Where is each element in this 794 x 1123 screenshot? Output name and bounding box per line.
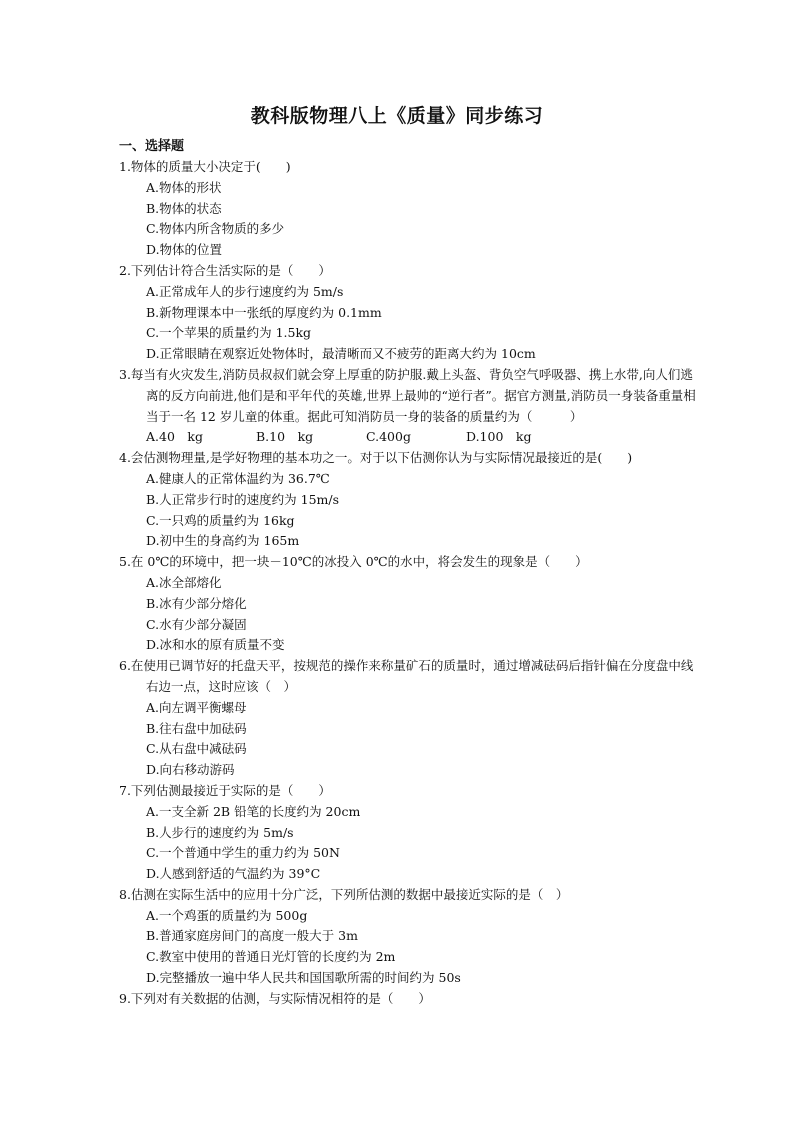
question-2-option-c: C.一个苹果的质量约为 1.5kg bbox=[146, 325, 312, 341]
question-3-options bbox=[119, 427, 705, 448]
question-3-option-c: C.400g bbox=[366, 429, 411, 445]
question-2-option-a: A.正常成年人的步行速度约为 5m/s bbox=[146, 283, 344, 299]
question-2-stem: 2.下列估计符合生活实际的是（ ） bbox=[119, 262, 331, 278]
question-5-option-c: C.水有少部分凝固 bbox=[146, 616, 247, 632]
question-4-stem: 4.会估测物理量,是学好物理的基本功之一。对于以下估测你认为与实际情况最接近的是( ) bbox=[119, 450, 633, 466]
question-6-option-d: D.向右移动游码 bbox=[146, 762, 235, 778]
question-9-stem: 9.下列对有关数据的估测，与实际情况相符的是（ ） bbox=[119, 990, 431, 1006]
question-6-stem: 6.在使用已调节好的托盘天平，按规范的操作来称量矿石的质量时，通过增减砝码后指针偏在分度盘中线右边一点，这时应该（ ） bbox=[119, 658, 694, 694]
question-4-option-c: C.一只鸡的质量约为 16kg bbox=[146, 512, 295, 528]
question-3-option-b: B.10 kg bbox=[256, 429, 314, 445]
question-1-stem: 1.物体的质量大小决定于( ) bbox=[119, 159, 291, 174]
question-7-option-c: C.一个普通中学生的重力约为 50N bbox=[146, 845, 340, 861]
question-4-option-d: D.初中生的身高约为 165m bbox=[146, 533, 300, 549]
question-3-option-d: D.100 kg bbox=[466, 429, 532, 445]
question-6-option-b: B.往右盘中加砝码 bbox=[146, 720, 247, 736]
question-8-option-b: B.普通家庭房间门的高度一般大于 3m bbox=[146, 928, 358, 944]
section-heading: 一、选择题 bbox=[119, 139, 185, 154]
question-7-stem: 7.下列估测最接近于实际的是（ ） bbox=[119, 782, 331, 798]
question-list bbox=[119, 137, 705, 1010]
question-2-option-b: B.新物理课本中一张纸的厚度约为 0.1mm bbox=[146, 304, 382, 320]
question-3-stem: 3.每当有火灾发生,消防员叔叔们就会穿上厚重的防护服.戴上头盔、背负空气呼吸器、携上水带,向人们逃离的反方向前进,他们是和平年代的英雄,世界上最帅的“逆行者”。据官方测量,消防员一身装备重量相当于一名 12 岁儿童的体重。据此可知消防员一身的装备的质量约为（ ） bbox=[119, 366, 696, 424]
question-2-option-d: D.正常眼睛在观察近处物体时，最清晰而又不疲劳的距离大约为 10cm bbox=[146, 346, 536, 362]
question-6-option-a: A.向左调平衡螺母 bbox=[146, 699, 247, 715]
question-7-option-a: A.一支全新 2B 铅笔的长度约为 20cm bbox=[146, 803, 361, 819]
question-7-option-d: D.人感到舒适的气温约为 39°C bbox=[146, 866, 321, 882]
question-1-option-c: C.物体内所含物质的多少 bbox=[146, 221, 285, 237]
question-5-option-d: D.冰和水的原有质量不变 bbox=[146, 637, 285, 653]
question-3-option-a: A.40 kg bbox=[146, 429, 203, 445]
question-4-option-a: A.健康人的正常体温约为 36.7℃ bbox=[146, 470, 330, 486]
question-1-option-b: B.物体的状态 bbox=[146, 200, 222, 216]
question-8-stem: 8.估测在实际生活中的应用十分广泛，下列所估测的数据中最接近实际的是（ ） bbox=[119, 886, 569, 902]
question-8-option-a: A.一个鸡蛋的质量约为 500g bbox=[146, 907, 308, 923]
question-5-option-b: B.冰有少部分熔化 bbox=[146, 595, 247, 611]
question-6-option-c: C.从右盘中减砝码 bbox=[146, 741, 247, 757]
question-8-option-c: C.教室中使用的普通日光灯管的长度约为 2m bbox=[146, 949, 396, 965]
question-4-option-b: B.人正常步行时的速度约为 15m/s bbox=[146, 491, 340, 507]
page-title: 教科版物理八上《质量》同步练习 bbox=[250, 105, 544, 127]
question-7-option-b: B.人步行的速度约为 5m/s bbox=[146, 824, 294, 840]
question-5-option-a: A.冰全部熔化 bbox=[146, 574, 222, 590]
question-8-option-d: D.完整播放一遍中华人民共和国国歌所需的时间约为 50s bbox=[146, 970, 461, 986]
question-1-option-d: D.物体的位置 bbox=[146, 242, 223, 258]
question-1-option-a: A.物体的形状 bbox=[146, 179, 222, 195]
question-5-stem: 5.在 0℃的环境中，把一块－10℃的冰投入 0℃的水中，将会发生的现象是（ ） bbox=[119, 554, 588, 570]
